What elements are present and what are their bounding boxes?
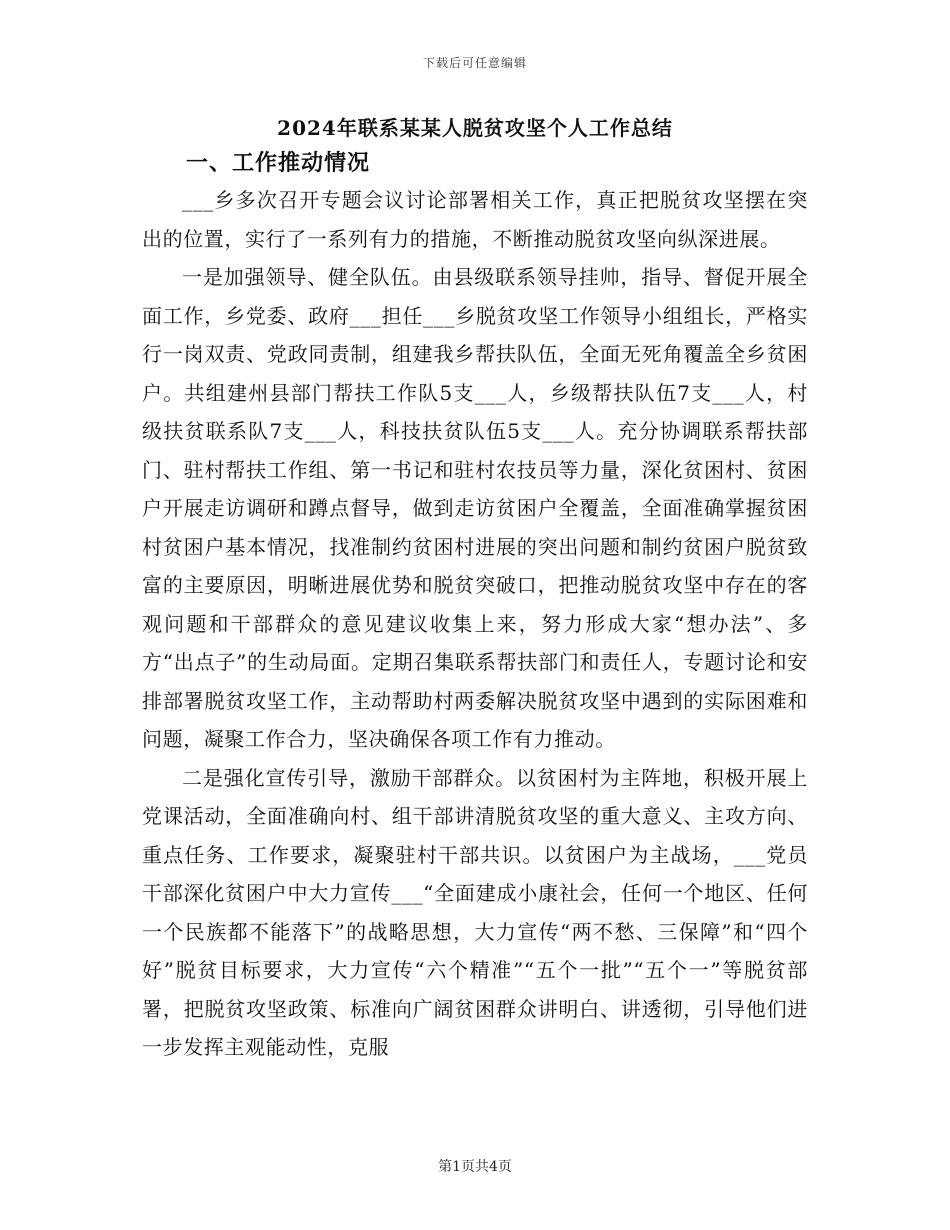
document-body — [142, 181, 808, 1067]
header-note: 下载后可任意编辑 — [422, 56, 527, 70]
paragraph-publicity: 二是强化宣传引导，激励干部群众。以贫困村为主阵地，积极开展上党课活动，全面准确向村、组干部讲清脱贫攻坚的重大意义、主攻方向、重点任务、工作要求，凝聚驻村干部共识。以贫困户为主战场，___党员干部深化贫困户中大力宣传___“全面建成小康社会，任何一个地区、任何一个民族都不能落下”的战略思想，大力宣传“两不愁、三保障”和“四个好”脱贫目标要求，大力宣传“六个精准”“五个一批”“五个一”等脱贫部署，把脱贫攻坚政策、标准向广阔贫困群众讲明白、讲透彻，引导他们进一步发挥主观能动性，克服 — [142, 765, 808, 1059]
section-heading: 一、工作推动情况 — [186, 150, 371, 176]
document-title: 2024年联系某某人脱贫攻坚个人工作总结 — [277, 116, 673, 140]
paragraph-leadership: 一是加强领导、健全队伍。由县级联系领导挂帅，指导、督促开展全面工作，乡党委、政府___担任___乡脱贫攻坚工作领导小组组长，严格实行一岗双责、党政同责制，组建我乡帮扶队伍，全面无死角覆盖全乡贫困户。共组建州县部门帮扶工作队5支___人，乡级帮扶队伍7支___人，村级扶贫联系队7支___人，科技扶贫队伍5支___人。充分协调联系帮扶部门、驻村帮扶工作组、第一书记和驻村农技员等力量，深化贫困村、贫困户开展走访调研和蹲点督导，做到走访贫困户全覆盖，全面准确掌握贫困村贫困户基本情况，找准制约贫困村进展的突出问题和制约贫困户脱贫致富的主要原因，明晰进展优势和脱贫突破口，把推动脱贫攻坚中存在的客观问题和干部群众的意见建议收集上来，努力形成大家“想办法”、多方“出点子”的生动局面。定期召集联系帮扶部门和责任人，专题讨论和安排部署脱贫攻坚工作，主动帮助村两委解决脱贫攻坚中遇到的实际困难和问题，凝聚工作合力，坚决确保各项工作有力推动。 — [142, 265, 808, 751]
page-number: 第1页共4页 — [438, 1159, 512, 1175]
paragraph-intro: ___乡多次召开专题会议讨论部署相关工作，真正把脱贫攻坚摆在突出的位置，实行了一系列有力的措施，不断推动脱贫攻坚向纵深进展。 — [142, 188, 808, 251]
